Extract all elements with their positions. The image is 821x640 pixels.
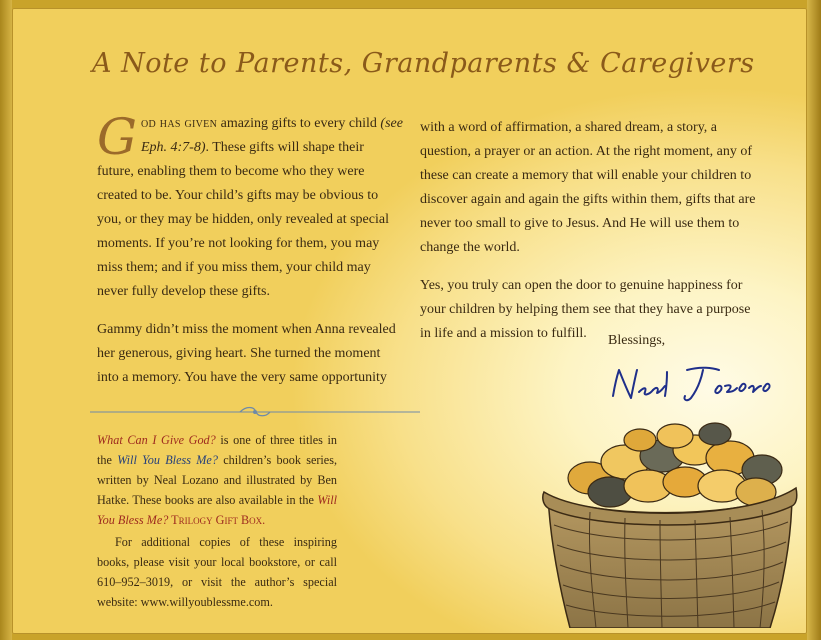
left-paragraph-1 [97, 108, 403, 304]
left-paragraph-2: Gammy didn’t miss the moment when Anna revealed her generous, giving heart. She turned the moment into a memory. You have the very same opportunity [97, 322, 396, 385]
left-p1-text-a: amazing gifts to every child [217, 116, 381, 131]
info-text-2: children’s book series, written by Neal Lozano and illustrated by Ben Hatke. These books are also available in the [97, 453, 338, 507]
right-paragraph-1: with a word of affirmation, a shared dream, a story, a question, a prayer or an action. At the right moment, any of these can create a memory that will enable your children to discover again and again the gifts within them, gifts that are never too small to give to Jesus. And He will use them to change the world. [420, 120, 756, 255]
lead-in-text: od has given [140, 116, 218, 131]
book-spine-edge [0, 0, 12, 640]
closing-blessings: Blessings, [608, 333, 666, 348]
left-p1-text-b: . These gifts will shape their future, enabling them to become who they were created to be. Your child’s gifts may be obvious to you, or they may be hidden, only revealed at special moments. If you’re not looking for them, you may miss them; and if you miss them, your child may never fully develop these gifts. [97, 140, 389, 299]
book-info-box [97, 430, 337, 612]
scripture-reference: (see Eph. 4:7-8) [140, 116, 403, 155]
info-paragraph-2: For additional copies of these inspiring books, please visit your local bookstore, or call 610–952–3019, or visit the author’s special website: www.willyoublessme.com. [97, 535, 337, 609]
basket-of-gifts-illustration [530, 400, 808, 628]
trilogy-title: Will You Bless Me? [97, 493, 337, 527]
info-text-1: is one of three titles in the [97, 433, 337, 467]
right-column [420, 116, 760, 360]
left-column [97, 108, 403, 404]
right-paragraph-2: Yes, you truly can open the door to genuine happiness for your children by helping them see that they have a purpose in life and a mission to fulfill. [420, 278, 751, 341]
trilogy-gift-box: Trilogy Gift Box. [168, 513, 266, 527]
series-title: Will You Bless Me? [117, 453, 218, 467]
page-title: A Note to Parents, Grandparents & Caregivers [92, 48, 755, 79]
page-right-edge [807, 0, 821, 640]
book-title: What Can I Give God? [97, 433, 216, 447]
drop-cap: G [97, 108, 137, 166]
info-paragraph-1 [97, 430, 337, 530]
decorative-divider [90, 404, 420, 420]
